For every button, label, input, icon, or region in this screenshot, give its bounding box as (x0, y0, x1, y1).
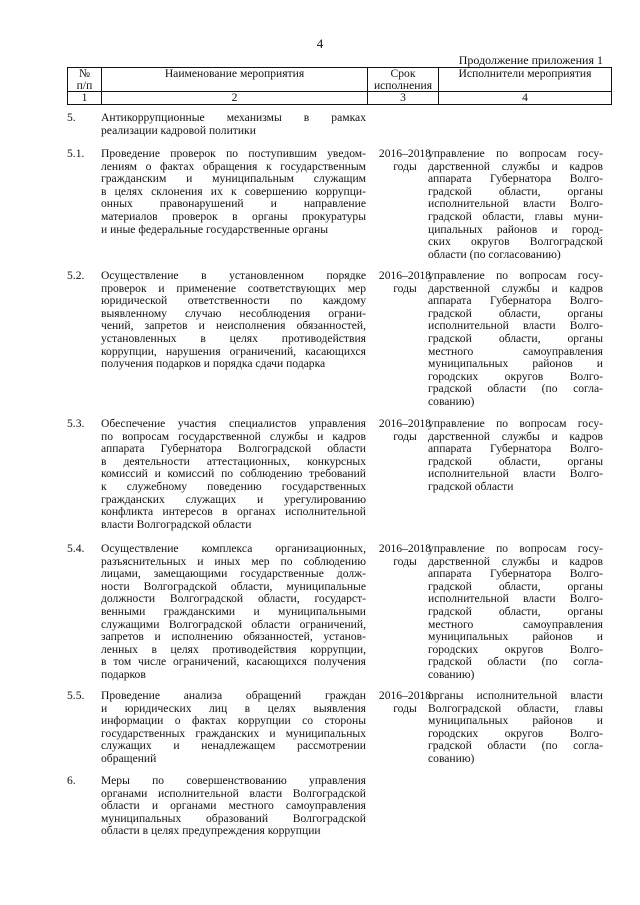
name-line: проверок и применение соответствующих мер (101, 281, 366, 295)
exec-line: аппарата Губернатора Волго- (428, 294, 603, 308)
exec-line: сованию) (428, 394, 475, 408)
col-number-2: 2 (102, 92, 368, 105)
header-name (102, 68, 368, 92)
header-num (68, 68, 102, 92)
name-line: юридической ответственности по каждому (101, 294, 366, 308)
continuation-label: Продолжение приложения 1 (458, 53, 603, 67)
term-years: 2016–2018 (378, 542, 432, 555)
exec-line: муниципальных районов и (428, 357, 603, 371)
header-term (368, 68, 439, 92)
row-executors (428, 690, 603, 766)
header-name-label: Наименование мероприятия (164, 67, 305, 80)
name-line: власти Волгоградской области (101, 517, 252, 531)
row-name (101, 418, 366, 531)
name-line: и юридических лиц в целях выявления (101, 701, 366, 715)
name-line: Обеспечение участия специалистов управления (101, 417, 366, 430)
name-line: в деятельности аттестационных, конкурсных (101, 454, 366, 468)
row-executors (428, 270, 603, 409)
name-line: в целях склонения их к совершению коррупци- (101, 184, 366, 198)
exec-line: местного самоуправления (428, 344, 603, 358)
name-line: онных правонарушений и направление (101, 197, 366, 211)
name-line: к служебному поведению государственных (101, 479, 366, 493)
exec-line: градской области (по согла- (428, 382, 603, 396)
header-term-line2: исполнения (373, 78, 433, 92)
col-number-3: 3 (368, 92, 439, 105)
name-line: материалов проверок в органы прокуратуры (101, 209, 366, 223)
name-line: венными гражданскими и муниципальными (101, 604, 366, 618)
name-line: в том числе ограничений, касающихся получения (101, 655, 366, 669)
exec-line: градской области (по согла- (428, 655, 603, 669)
exec-line: управление по вопросам госу- (428, 269, 603, 282)
term-years: 2016–2018 (378, 417, 432, 430)
header-num-line2: п/п (76, 78, 93, 92)
term-years: 2016–2018 (378, 689, 432, 702)
header-term-line1: Срок (390, 67, 416, 80)
row-name (101, 775, 366, 838)
exec-line: управление по вопросам госу- (428, 417, 603, 430)
exec-line: Волгоградской области, главы (428, 701, 603, 715)
exec-line: ципальных районов и город- (428, 222, 603, 236)
row-name (101, 112, 366, 137)
term-unit: годы (393, 701, 417, 715)
row-number: 6. (67, 774, 76, 787)
exec-line: исполнительной власти Волго- (428, 592, 603, 606)
row-number: 5.2. (67, 269, 85, 282)
exec-line: градской области, органы (428, 604, 603, 618)
col-number-4: 4 (439, 92, 612, 105)
col-number-1: 1 (68, 92, 102, 105)
header-number-row (68, 92, 612, 105)
exec-line: местного самоуправления (428, 617, 603, 631)
exec-line: исполнительной власти Волго- (428, 467, 603, 481)
exec-line: градской области, органы (428, 454, 603, 468)
name-line: Проведение проверок по поступившим уведом- (101, 147, 366, 160)
name-line: должности Волгоградской области, государст- (101, 592, 366, 606)
row-executors (428, 148, 603, 261)
row-number: 5.1. (67, 147, 85, 160)
header-row (68, 68, 612, 92)
exec-line: исполнительной власти Волго- (428, 197, 603, 211)
header-exec-label: Исполнители мероприятия (458, 67, 592, 80)
exec-line: аппарата Губернатора Волго- (428, 172, 603, 186)
name-line: Осуществление в установленном порядке (101, 269, 366, 282)
exec-line: градской области, главы муни- (428, 209, 603, 223)
exec-line: дарственной службы и кадров (428, 159, 603, 173)
name-line: чений, запретов и неисполнения обязанностей, (101, 319, 366, 333)
name-line: ленных в целях противодействия коррупции, (101, 642, 366, 656)
header-exec (439, 68, 612, 92)
name-line: запретов и исполнению обязанностей, установ- (101, 630, 366, 644)
name-line: области в целях предупреждения коррупции (101, 824, 321, 838)
term-unit: годы (393, 429, 417, 443)
name-line: служащих и ненадлежащем рассмотрении (101, 739, 366, 753)
exec-line: органы исполнительной власти (428, 689, 603, 702)
row-name (101, 543, 366, 682)
name-line: обращений (101, 751, 157, 765)
row-number: 5.5. (67, 689, 85, 702)
row-executors (428, 418, 603, 494)
name-line: аппарата Губернатора Волгоградской области (101, 442, 366, 456)
exec-line: градской области, органы (428, 306, 603, 320)
name-line: Меры по совершенствованию управления (101, 774, 366, 787)
exec-line: ских округов Волгоградской (428, 235, 603, 249)
exec-line: городских округов Волго- (428, 369, 603, 383)
name-line: ности Волгоградской области, муниципальные (101, 579, 366, 593)
exec-line: аппарата Губернатора Волго- (428, 567, 603, 581)
page-number: 4 (316, 36, 324, 51)
exec-line: дарственной службы и кадров (428, 281, 603, 295)
name-line: реализации кадровой политики (101, 123, 256, 137)
name-line: области и органами местного самоуправления (101, 799, 366, 813)
exec-line: муниципальных районов и (428, 714, 603, 728)
name-line: государственных гражданских и муниципальных (101, 726, 366, 740)
row-name (101, 148, 366, 236)
exec-line: управление по вопросам госу- (428, 542, 603, 555)
table-header (67, 67, 612, 105)
row-executors (428, 543, 603, 682)
exec-line: области (по согласованию) (428, 247, 561, 261)
name-line: органами исполнительной власти Волгоградской (101, 786, 366, 800)
row-number: 5.4. (67, 542, 85, 555)
name-line: по вопросам государственной службы и кадров (101, 429, 366, 443)
exec-line: исполнительной власти Волго- (428, 319, 603, 333)
name-line: разъяснительных и иных мер по соблюдению (101, 554, 366, 568)
name-line: Осуществление комплекса организационных, (101, 542, 366, 555)
row-number: 5.3. (67, 417, 85, 430)
exec-line: градской области, органы (428, 579, 603, 593)
name-line: лицами, замещающими государственные долж- (101, 567, 366, 581)
name-line: информации о фактах коррупции со стороны (101, 714, 366, 728)
exec-line: дарственной службы и кадров (428, 554, 603, 568)
header-num-line1: № (78, 67, 91, 80)
name-line: коррупции, нарушения ограничений, касающихся (101, 344, 366, 358)
term-years: 2016–2018 (378, 147, 432, 160)
exec-line: городских округов Волго- (428, 642, 603, 656)
exec-line: аппарата Губернатора Волго- (428, 442, 603, 456)
exec-line: сованию) (428, 751, 475, 765)
row-name (101, 270, 366, 371)
exec-line: градской области, органы (428, 184, 603, 198)
exec-line: градской области, органы (428, 331, 603, 345)
row-name (101, 690, 366, 766)
name-line: гражданским и муниципальным служащим (101, 172, 366, 186)
term-unit: годы (393, 159, 417, 173)
term-unit: годы (393, 554, 417, 568)
exec-line: сованию) (428, 667, 475, 681)
name-line: служащими Волгоградской области ограничений, (101, 617, 366, 631)
name-line: выявленному случаю несоблюдения ограни- (101, 306, 366, 320)
name-line: установленных в целях противодействия (101, 331, 366, 345)
row-number: 5. (67, 111, 76, 124)
exec-line: городских округов Волго- (428, 726, 603, 740)
exec-line: градской области (по согла- (428, 739, 603, 753)
name-line: Антикоррупционные механизмы в рамках (101, 111, 366, 124)
name-line: Проведение анализа обращений граждан (101, 689, 366, 702)
name-line: гражданских служащих и урегулированию (101, 492, 366, 506)
name-line: и иные федеральные государственные органы (101, 222, 329, 236)
name-line: лениям о фактах обращения к государственным (101, 159, 366, 173)
exec-line: дарственной службы и кадров (428, 429, 603, 443)
exec-line: градской области (428, 479, 514, 493)
name-line: подарков (101, 667, 146, 681)
exec-line: муниципальных районов и (428, 630, 603, 644)
term-years: 2016–2018 (378, 269, 432, 282)
exec-line: управление по вопросам госу- (428, 147, 603, 160)
name-line: муниципальных образований Волгоградской (101, 811, 366, 825)
name-line: получения подарков и порядка сдачи подарка (101, 357, 326, 371)
term-unit: годы (393, 281, 417, 295)
name-line: комиссий и комиссий по соблюдению требований (101, 467, 366, 481)
name-line: конфликта интересов в органах исполнительной (101, 505, 366, 519)
